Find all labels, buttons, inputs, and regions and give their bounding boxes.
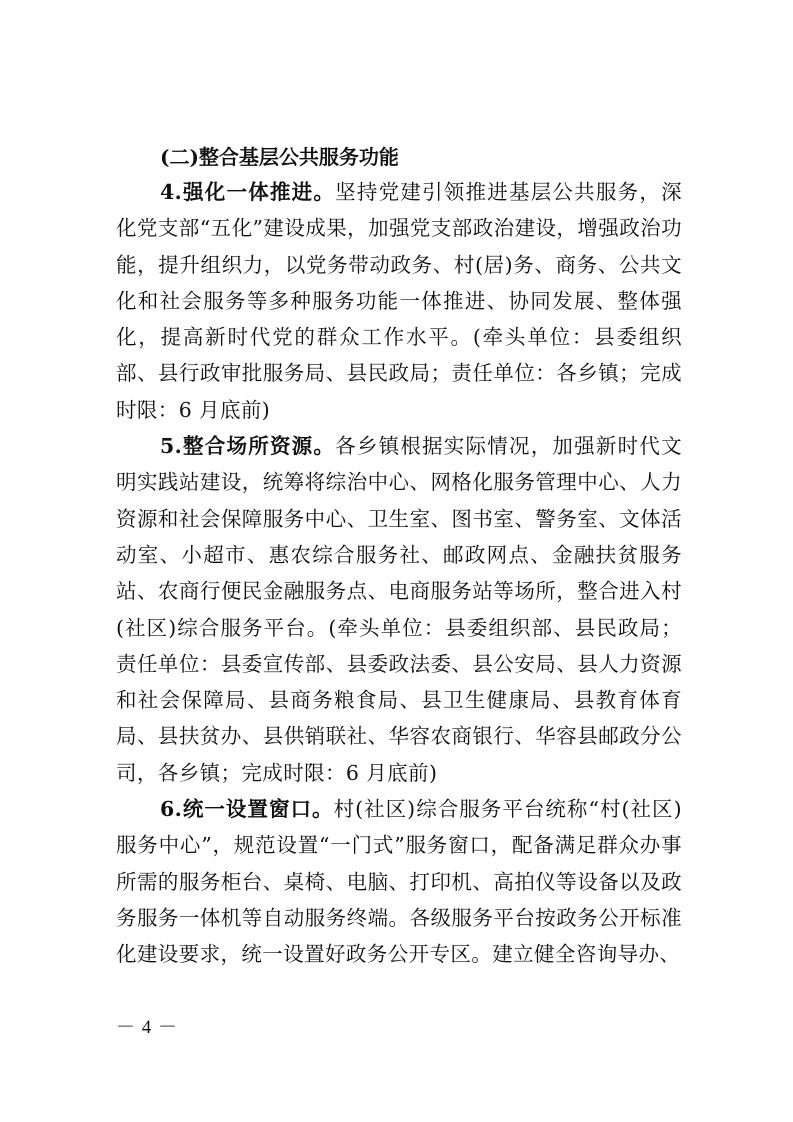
- item-title: 6.统一设置窗口。: [160, 797, 334, 822]
- paragraph-item-6: [116, 791, 682, 972]
- item-title: 4.强化一体推进。: [160, 180, 336, 204]
- page-body: [116, 141, 682, 973]
- item-title: 5.整合场所资源。: [160, 434, 336, 459]
- paragraph-item-4: [116, 174, 682, 428]
- page-number: － 4 －: [116, 1017, 179, 1038]
- section-heading: (二)整合基层公共服务功能: [160, 145, 399, 169]
- item-body: 各乡镇根据实际情况，加强新时代文明实践站建设，统筹将综治中心、网格化服务管理中心、人力资源和社会保障服务中心、卫生室、图书室、警务室、文体活动室、小超市、惠农综合服务社、邮政网点、金融扶贫服务站、农商行便民金融服务点、电商服务站等场所，整合进入村(社区)综合服务平台。(牵头单位：县委组织部、县民政局；责任单位：县委宣传部、县委政法委、县公安局、县人力资源和社会保障局、县商务粮食局、县卫生健康局、县教育体育局、县扶贫办、县供销联社、华容农商银行、华容县邮政分公司，各乡镇；完成时限：6 月底前): [116, 434, 682, 785]
- item-body: 村(社区)综合服务平台统称“村(社区)服务中心”，规范设置“一门式”服务窗口，配备满足群众办事所需的服务柜台、桌椅、电脑、打印机、高拍仪等设备以及政务服务一体机等自动服务终端。各级服务平台按政务公开标准化建设要求，统一设置好政务公开专区。建立健全咨询导办、: [116, 797, 682, 967]
- item-body: 坚持党建引领推进基层公共服务，深化党支部“五化”建设成果，加强党支部政治建设，增强政治功能，提升组织力，以党务带动政务、村(居)务、商务、公共文化和社会服务等多种服务功能一体推进、协同发展、整体强化，提高新时代党的群众工作水平。(牵头单位：县委组织部、县行政审批服务局、县民政局；责任单位：各乡镇；完成时限：6 月底前): [116, 180, 682, 422]
- paragraph-item-5: [116, 428, 682, 791]
